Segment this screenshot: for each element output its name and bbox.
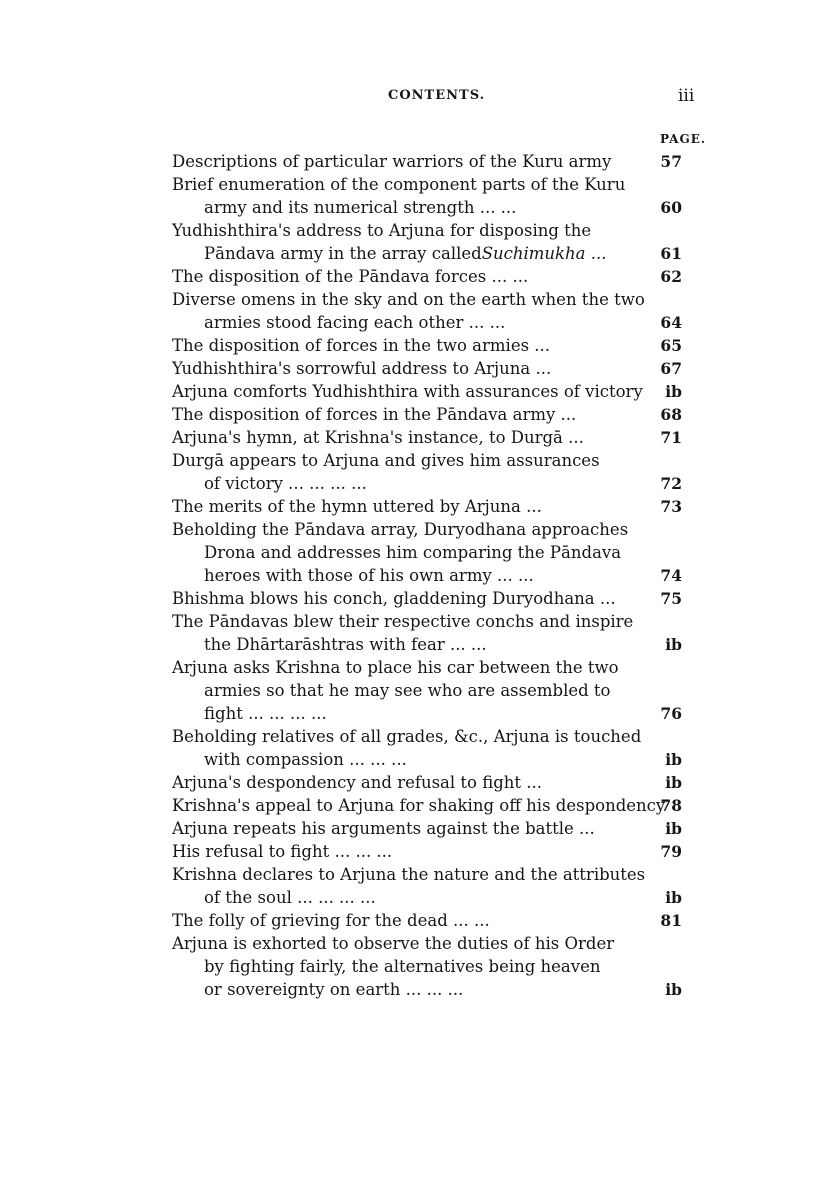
toc-entry-text: Arjuna repeats his arguments against the battle ... [172,819,595,838]
running-title: CONTENTS. [388,88,486,103]
toc-entry [172,840,692,863]
toc-entry [172,265,692,288]
toc-entry-line [172,748,692,771]
toc-entry-text: Pāndava army in the array called [204,244,482,263]
toc-entry-text: armies stood facing each other ... ... [204,313,506,332]
toc-page-ref: 76 [660,704,682,723]
toc-page-ref: 79 [660,842,682,861]
toc-entry-text: Krishna declares to Arjuna the nature and the attributes [172,865,646,884]
toc-entry-text: The folly of grieving for the dead ... ... [172,911,490,930]
toc-entry-text: Arjuna's despondency and refusal to fight ... [172,773,543,792]
toc-entry-line [172,288,692,311]
toc-entry [172,334,692,357]
toc-entry-text: of victory ... ... ... ... [204,474,367,493]
toc-entry-line [172,265,692,288]
toc-entry-line [172,587,692,610]
toc-entry-italic-text: Suchimukha ... [481,244,607,263]
toc-entry-line [172,817,692,840]
toc-entry [172,771,692,794]
page-number: iii [678,86,695,106]
toc-entry-line [172,725,692,748]
toc-page-ref: ib [665,773,682,792]
toc-entry-text: Arjuna is exhorted to observe the duties of his Order [172,934,615,953]
toc-page-ref: ib [665,750,682,769]
toc-entry-text: Beholding relatives of all grades, &c., Arjuna is touched [172,727,642,746]
toc-entry [172,150,692,173]
toc-page-ref: ib [665,635,682,654]
toc-page-ref: 57 [660,152,682,171]
page-column-label: PAGE. [660,132,707,146]
toc-page-ref: ib [665,819,682,838]
toc-entry [172,403,692,426]
toc-entry-text: the Dhārtarāshtras with fear ... ... [204,635,487,654]
toc-entry [172,794,692,817]
toc-entry-text: The disposition of forces in the Pāndava army ... [172,405,577,424]
toc-entry-text: Arjuna's hymn, at Krishna's instance, to Durgā ... [172,428,584,447]
toc-entry-line [172,334,692,357]
toc-entry [172,495,692,518]
toc-entry [172,817,692,840]
toc-entry-text: The disposition of forces in the two armies ... [172,336,551,355]
toc-entry [172,426,692,449]
toc-page-ref: 61 [660,244,682,263]
toc-page-ref: 65 [660,336,682,355]
toc-entry-text: Beholding the Pāndava array, Duryodhana approaches [172,520,629,539]
toc-entry-text: by fighting fairly, the alternatives being heaven [204,957,601,976]
toc-page-ref: 74 [660,566,682,585]
toc-entry-line [172,633,692,656]
toc-entry-text: of the soul ... ... ... ... [204,888,376,907]
toc-entry-text: or sovereignty on earth ... ... ... [204,980,464,999]
toc-entry-line [172,771,692,794]
toc-entry-text: Bhishma blows his conch, gladdening Duryodhana ... [172,589,616,608]
toc-entry [172,909,692,932]
toc-entry [172,288,692,334]
toc-entry [172,610,692,656]
table-of-contents [172,150,692,1001]
toc-entry-text: armies so that he may see who are assembled to [204,681,611,700]
toc-entry-text: Drona and addresses him comparing the Pāndava [204,543,622,562]
toc-entry-line [172,219,692,242]
toc-page-ref: 73 [660,497,682,516]
toc-page-ref: 67 [660,359,682,378]
toc-page-ref: ib [665,888,682,907]
toc-page-ref: ib [665,382,682,401]
toc-entry [172,449,692,495]
toc-entry-line [172,978,692,1001]
toc-entry-line [172,909,692,932]
toc-entry-text: Arjuna asks Krishna to place his car between the two [172,658,619,677]
toc-entry-line [172,472,692,495]
toc-page-ref: 64 [660,313,682,332]
toc-entry-line [172,932,692,955]
toc-entry-line [172,311,692,334]
toc-entry-text: heroes with those of his own army ... ... [204,566,534,585]
toc-page-ref: 72 [660,474,682,493]
toc-entry-line [172,886,692,909]
toc-entry-text: fight ... ... ... ... [204,704,327,723]
toc-entry-text: Diverse omens in the sky and on the earth when the two [172,290,645,309]
toc-entry [172,380,692,403]
toc-entry-line [172,955,692,978]
toc-entry [172,518,692,587]
toc-entry-text: Descriptions of particular warriors of the Kuru army [172,152,612,171]
toc-entry-text: Krishna's appeal to Arjuna for shaking off his despondency [172,796,666,815]
toc-entry-line [172,426,692,449]
toc-entry [172,173,692,219]
toc-entry [172,863,692,909]
toc-entry-line [172,794,692,817]
toc-page-ref: 81 [660,911,682,930]
toc-entry [172,725,692,771]
toc-entry-text: The disposition of the Pāndava forces ... ... [172,267,529,286]
toc-entry-text: Brief enumeration of the component parts of the Kuru [172,175,626,194]
toc-entry-line [172,541,692,564]
toc-entry-line [172,242,692,265]
toc-entry-line [172,840,692,863]
toc-entry-line [172,357,692,380]
page-header [0,86,840,110]
toc-entry-line [172,196,692,219]
toc-entry-line [172,702,692,725]
toc-entry-line [172,679,692,702]
toc-entry-text: His refusal to fight ... ... ... [172,842,393,861]
toc-entry-line [172,518,692,541]
toc-entry-text: army and its numerical strength ... ... [204,198,517,217]
toc-entry [172,656,692,725]
toc-entry-line [172,863,692,886]
toc-entry-text: with compassion ... ... ... [204,750,407,769]
toc-page-ref: 62 [660,267,682,286]
toc-entry [172,357,692,380]
toc-entry-text: Arjuna comforts Yudhishthira with assurances of victory [172,382,643,401]
toc-page-ref: 60 [660,198,682,217]
toc-entry-text: Yudhishthira's address to Arjuna for disposing the [172,221,592,240]
toc-page-ref: 78 [660,796,682,815]
toc-entry-line [172,564,692,587]
toc-entry-text: Durgā appears to Arjuna and gives him assurances [172,451,600,470]
toc-entry-text: Yudhishthira's sorrowful address to Arjuna ... [172,359,552,378]
toc-entry-line [172,449,692,472]
toc-page-ref: 75 [660,589,682,608]
toc-entry-line [172,610,692,633]
toc-entry-text: The merits of the hymn uttered by Arjuna ... [172,497,542,516]
toc-entry-line [172,656,692,679]
toc-page-ref: 68 [660,405,682,424]
toc-entry [172,932,692,1001]
toc-page-ref: 71 [660,428,682,447]
toc-entry-line [172,403,692,426]
toc-entry [172,219,692,265]
toc-entry-line [172,150,692,173]
toc-entry-line [172,380,692,403]
toc-entry-text: The Pāndavas blew their respective conchs and inspire [172,612,634,631]
toc-entry-line [172,495,692,518]
toc-entry [172,587,692,610]
toc-page-ref: ib [665,980,682,999]
toc-entry-line [172,173,692,196]
